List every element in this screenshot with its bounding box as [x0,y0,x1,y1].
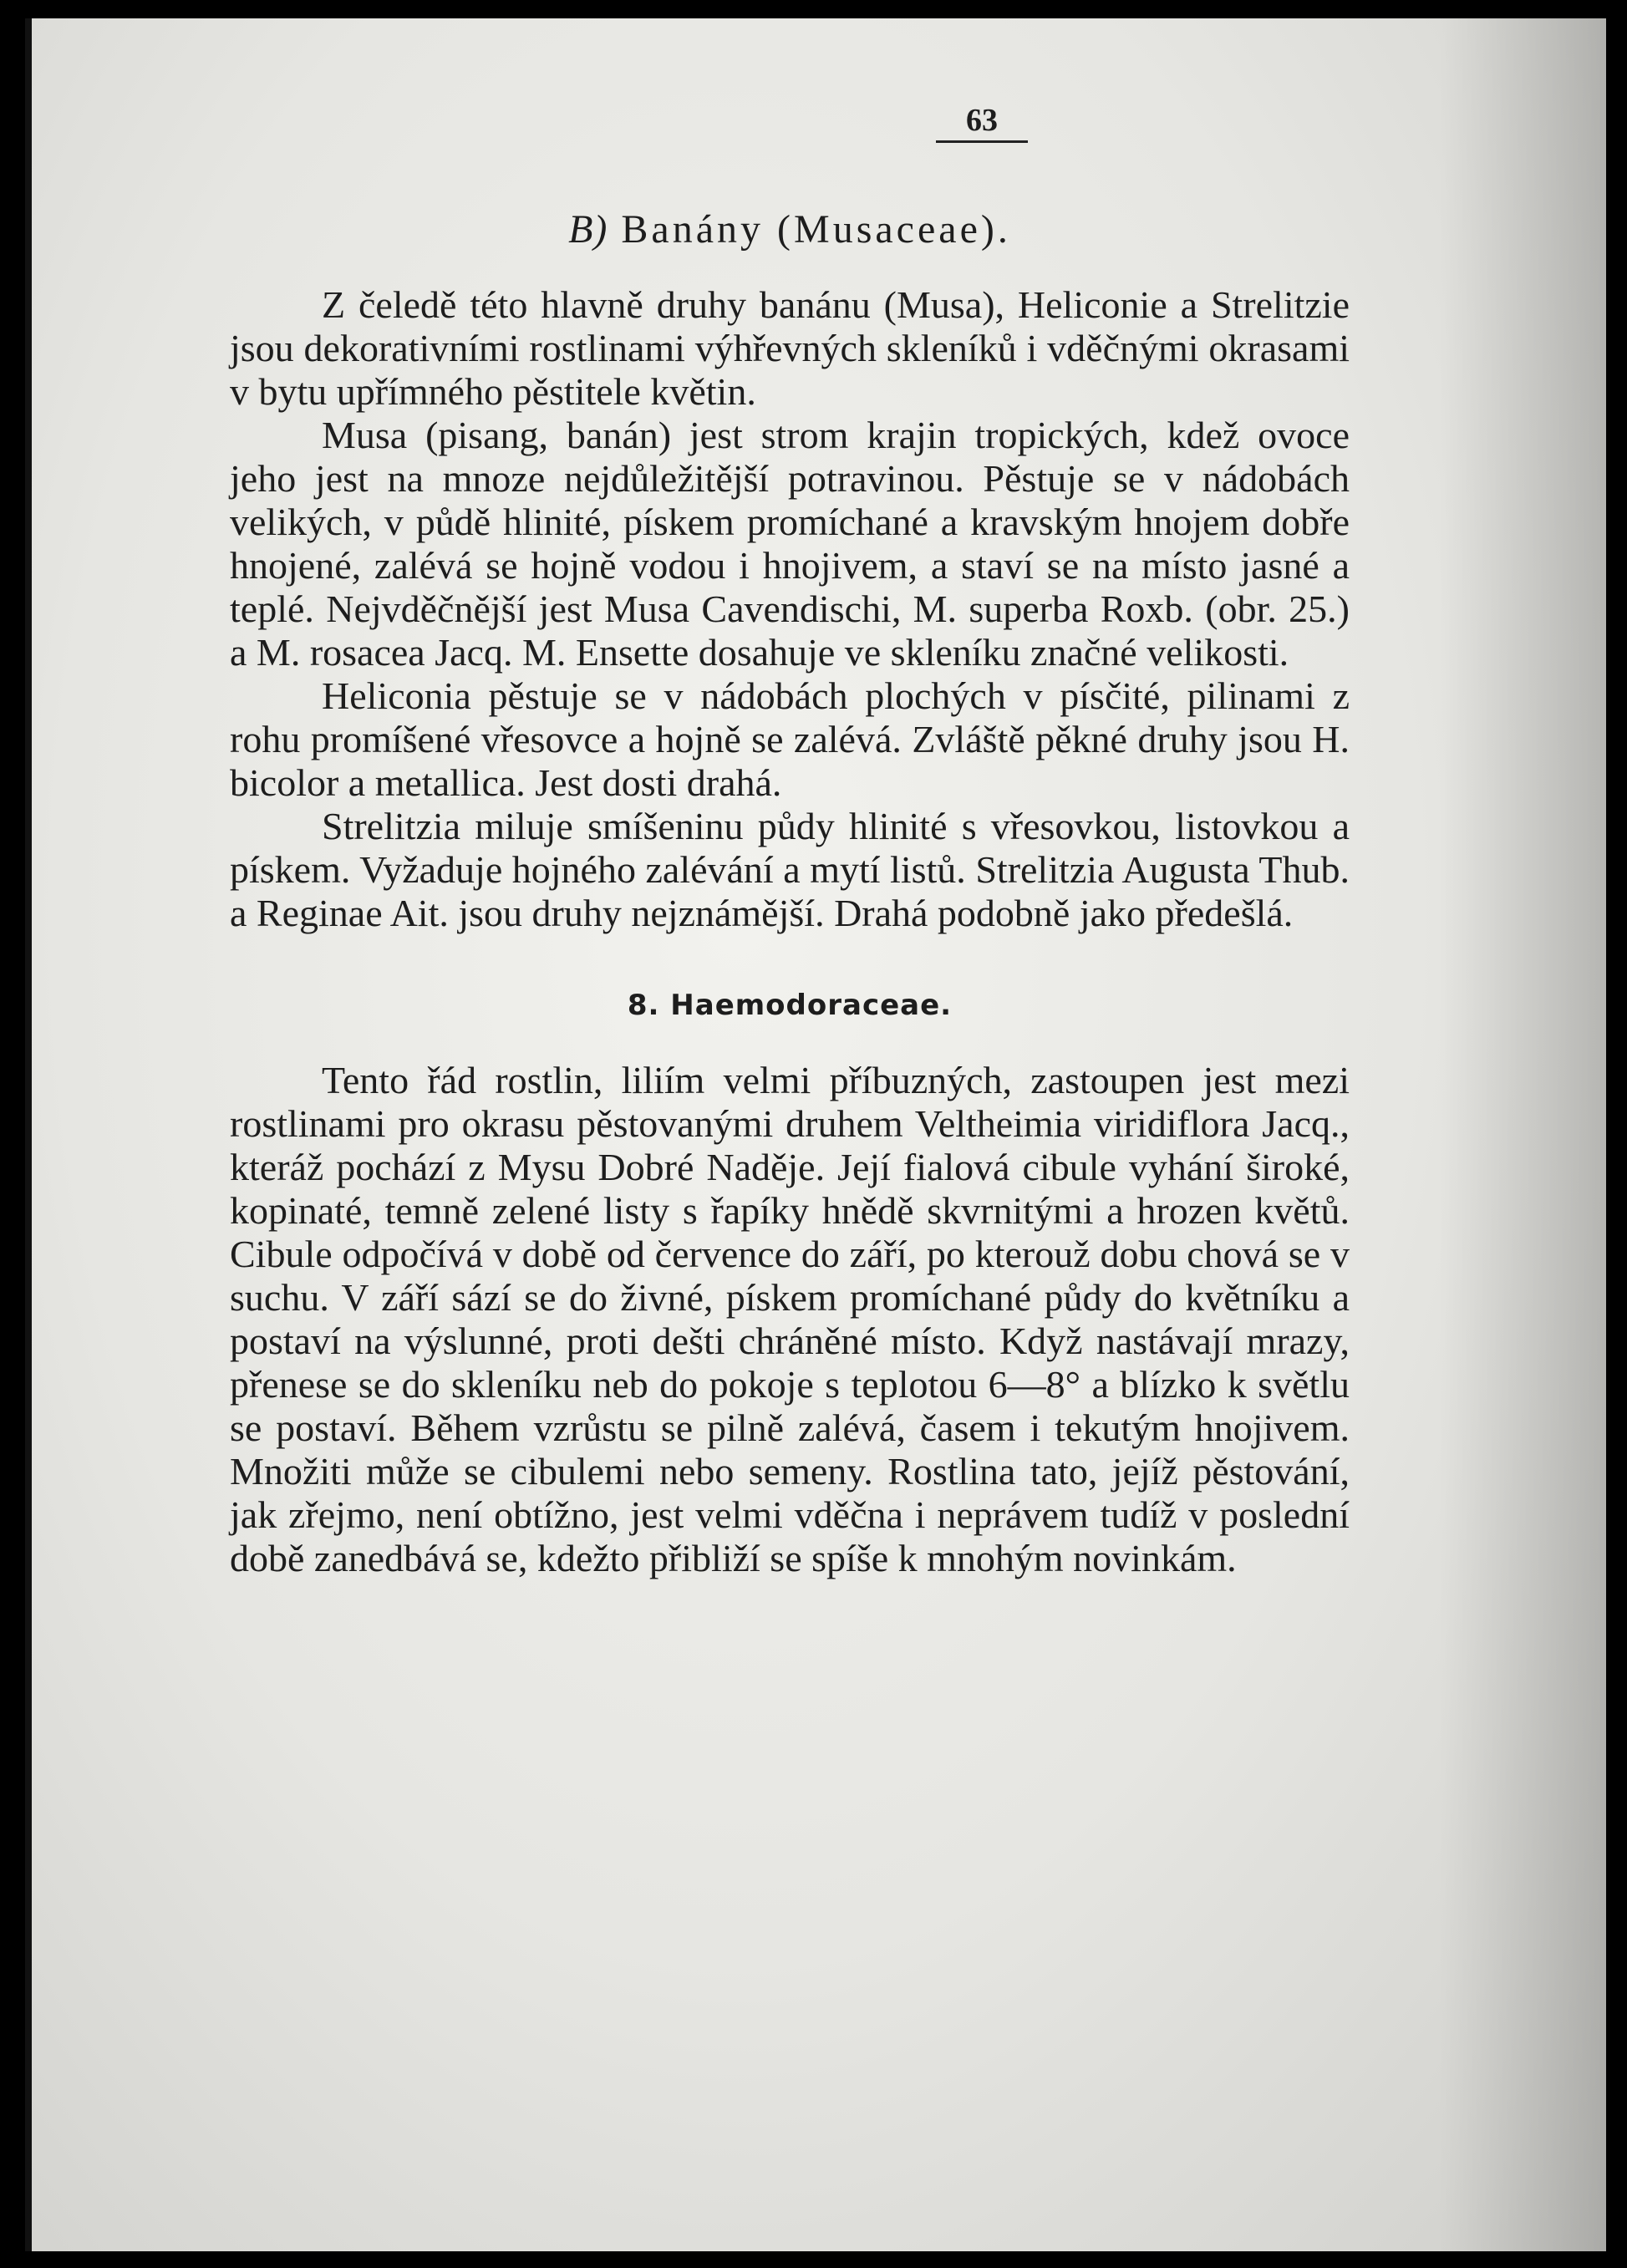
page-edge [25,18,32,2251]
page-text [230,102,1350,1580]
paragraph-strelitzia: Strelitzia miluje smíšeninu půdy hlinité s vřesovkou, listovkou a pískem. Vyžaduje hojného zalévání a mytí listů. Strelitzia Augusta Thub. a Reginae Ait. jsou druhy nejznámější. Drahá podobně jako předešlá. [230,805,1350,934]
section-heading: Banány (Musaceae). [621,207,1011,252]
page-number: 63 [936,102,1028,143]
section-title-bananas [230,208,1350,252]
paragraph-musa: Musa (pisang, banán) jest strom krajin tropických, kdež ovoce jeho jest na mnoze nejdůležitější potravinou. Pěstuje se v nádobách velikých, v půdě hlinité, pískem promíchané a kravským hnojem dobře hnojené, zalévá se hojně vodou i hnojivem, a staví se na místo jasné a teplé. Nejvděčnější jest Musa Cavendischi, M. superba Roxb. (obr. 25.) a M. rosacea Jacq. M. Ensette dosahuje ve skleníku značné velikosti. [230,414,1350,674]
section-title-haemodoraceae: 8. Haemodoraceae. [627,989,953,1022]
paragraph-intro: Z čeledě této hlavně druhy banánu (Musa), Heliconie a Strelitzie jsou dekorativními rostlinami výhřevných skleníků i vděčnými okrasami v bytu upřímného pěstitele květin. [230,283,1350,413]
page-shadow [1439,18,1606,2251]
page-header [230,102,1028,143]
paragraph-heliconia: Heliconia pěstuje se v nádobách plochých v písčité, pilinami z rohu promíšené vřesovce a hojně se zalévá. Zvláště pěkné druhy jsou H. bicolor a metallica. Jest dosti drahá. [230,674,1350,804]
book-page [25,18,1606,2251]
paragraph-veltheimia: Tento řád rostlin, liliím velmi příbuzných, zastoupen jest mezi rostlinami pro okrasu pěstovanými druhem Veltheimia viridiflora Jacq., kteráž pochází z Mysu Dobré Naděje. Její fialová cibule vyhání široké, kopinaté, temně zelené listy s řapíky hnědě skvrnitými a hrozen květů. Cibule odpočívá v době od července do září, po kterouž dobu chová se v suchu. V září sází se do živné, pískem promíchané půdy do květníku a postaví na výslunné, proti dešti chráněné místo. Když nastávají mrazy, přenese se do skleníku neb do pokoje s teplotou 6—8° a blízko k světlu se postaví. Během vzrůstu se pilně zalévá, časem i tekutým hnojivem. Množiti může se cibulemi nebo semeny. Rostlina tato, jejíž pěstování, jak zřejmo, není obtížno, jest velmi vděčna i neprávem tudíž v poslední době zanedbává se, kdežto přibliží se spíše k mnohým novinkám. [230,1059,1350,1579]
section-label: B) [568,207,608,252]
